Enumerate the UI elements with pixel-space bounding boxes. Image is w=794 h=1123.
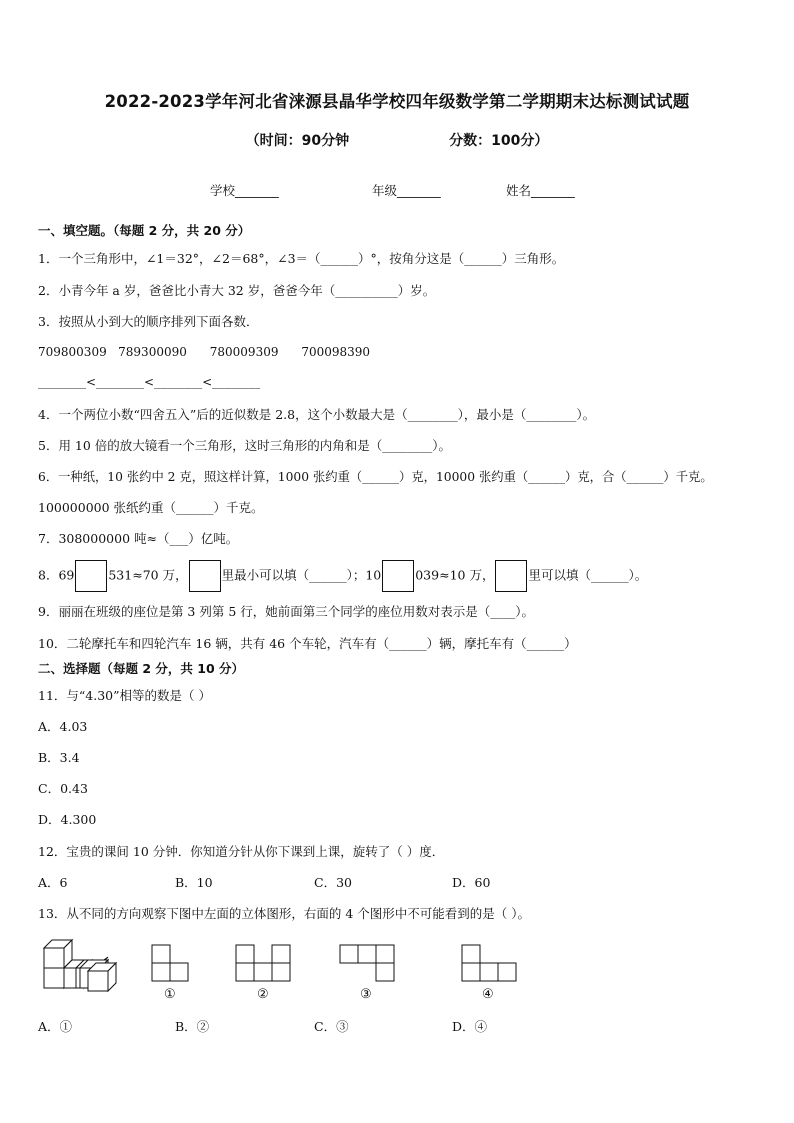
answer-box[interactable] bbox=[189, 560, 221, 592]
answer-box[interactable] bbox=[75, 560, 107, 592]
section-heading: 一、填空题。（每题 2 分，共 20 分） bbox=[38, 223, 251, 238]
q8-text-3: 里最小可以填（______）；10 bbox=[221, 567, 382, 583]
option-a[interactable]: A．① bbox=[38, 1019, 73, 1034]
option-a[interactable]: A．6 bbox=[38, 875, 68, 890]
option-b[interactable]: B．10 bbox=[175, 875, 213, 890]
question-6: 6．一种纸，10 张约中 2 克，照这样计算，1000 张约重（______）克，10000 张约重（______）克，合（______）千克。 bbox=[38, 470, 713, 484]
option-d[interactable]: D．④ bbox=[452, 1019, 488, 1034]
option-b[interactable]: B．② bbox=[175, 1019, 210, 1034]
option-c[interactable]: C．0.43 bbox=[38, 781, 88, 796]
q8-text-2: 531≈70 万， bbox=[108, 567, 188, 583]
option-a[interactable]: A．4.03 bbox=[38, 719, 88, 734]
exam-time: （时间：90分钟 bbox=[245, 133, 350, 149]
question-8 bbox=[38, 560, 647, 592]
page-title: 2022-2023学年河北省涞源县晶华学校四年级数学第二学期期末达标测试试题 bbox=[104, 92, 690, 111]
option-d[interactable]: D．60 bbox=[452, 875, 491, 890]
fig-label: ② bbox=[257, 987, 269, 1002]
grade-field[interactable]: 年级_______ bbox=[372, 183, 441, 198]
question-2: 2．小青今年 a 岁，爸爸比小青大 32 岁，爸爸今年（__________）岁。 bbox=[38, 283, 436, 298]
question-12: 12．宝贵的课间 10 分钟．你知道分针从你下课到上课，旋转了（ ）度． bbox=[38, 844, 445, 859]
question-1: 1．一个三角形中，∠1＝32°，∠2＝68°，∠3＝（______）°，按角分这是（______）三角形。 bbox=[38, 251, 565, 266]
question-7: 7．308000000 吨≈（___）亿吨。 bbox=[38, 531, 239, 546]
cube-figures bbox=[38, 935, 538, 1007]
question-11: 11．与“4.30”相等的数是（ ） bbox=[38, 688, 211, 703]
question-13: 13．从不同的方向观察下图中左面的立体图形，右面的 4 个图形中不可能看到的是（ ）。 bbox=[38, 906, 531, 921]
q8-text-4: 039≈10 万， bbox=[415, 567, 495, 583]
question-9: 9．丽丽在班级的座位是第 3 列第 5 行，她前面第三个同学的座位用数对表示是（____）。 bbox=[38, 604, 535, 619]
fig-label: ④ bbox=[482, 987, 494, 1002]
exam-meta bbox=[0, 130, 794, 150]
question-3-blanks[interactable]: ________<________<________<________ bbox=[38, 375, 261, 389]
option-b[interactable]: B．3.4 bbox=[38, 750, 80, 765]
fig-label: ① bbox=[164, 987, 176, 1002]
question-4: 4．一个两位小数“四舍五入”后的近似数是 2.8，这个小数最大是（________），最小是（________）。 bbox=[38, 407, 596, 422]
question-3: 3．按照从小到大的顺序排列下面各数． bbox=[38, 314, 259, 329]
question-5: 5．用 10 倍的放大镜看一个三角形，这时三角形的内角和是（________）。 bbox=[38, 438, 452, 453]
q8-text-5: 里可以填（______）。 bbox=[528, 567, 648, 583]
option-c[interactable]: C．③ bbox=[314, 1019, 349, 1034]
option-d[interactable]: D．4.300 bbox=[38, 812, 97, 827]
question-6-cont: 100000000 张纸约重（______）千克。 bbox=[38, 500, 264, 515]
answer-box[interactable] bbox=[382, 560, 414, 592]
fig-label: ③ bbox=[360, 987, 372, 1002]
option-c[interactable]: C．30 bbox=[314, 875, 352, 890]
question-3-numbers: 709800309 789300090 780009309 700098390 bbox=[38, 345, 371, 359]
q13-figures bbox=[38, 935, 538, 1007]
question-10: 10．二轮摩托车和四轮汽车 16 辆，共有 46 个车轮，汽车有（______）辆，摩托车有（______） bbox=[38, 636, 577, 651]
exam-score: 分数：100分） bbox=[449, 133, 549, 149]
answer-box[interactable] bbox=[495, 560, 527, 592]
school-field[interactable]: 学校_______ bbox=[210, 183, 279, 198]
name-field[interactable]: 姓名_______ bbox=[506, 183, 575, 198]
q8-text-1: 8．69 bbox=[38, 567, 75, 583]
section-heading: 二、选择题（每题 2 分，共 10 分） bbox=[38, 661, 245, 676]
